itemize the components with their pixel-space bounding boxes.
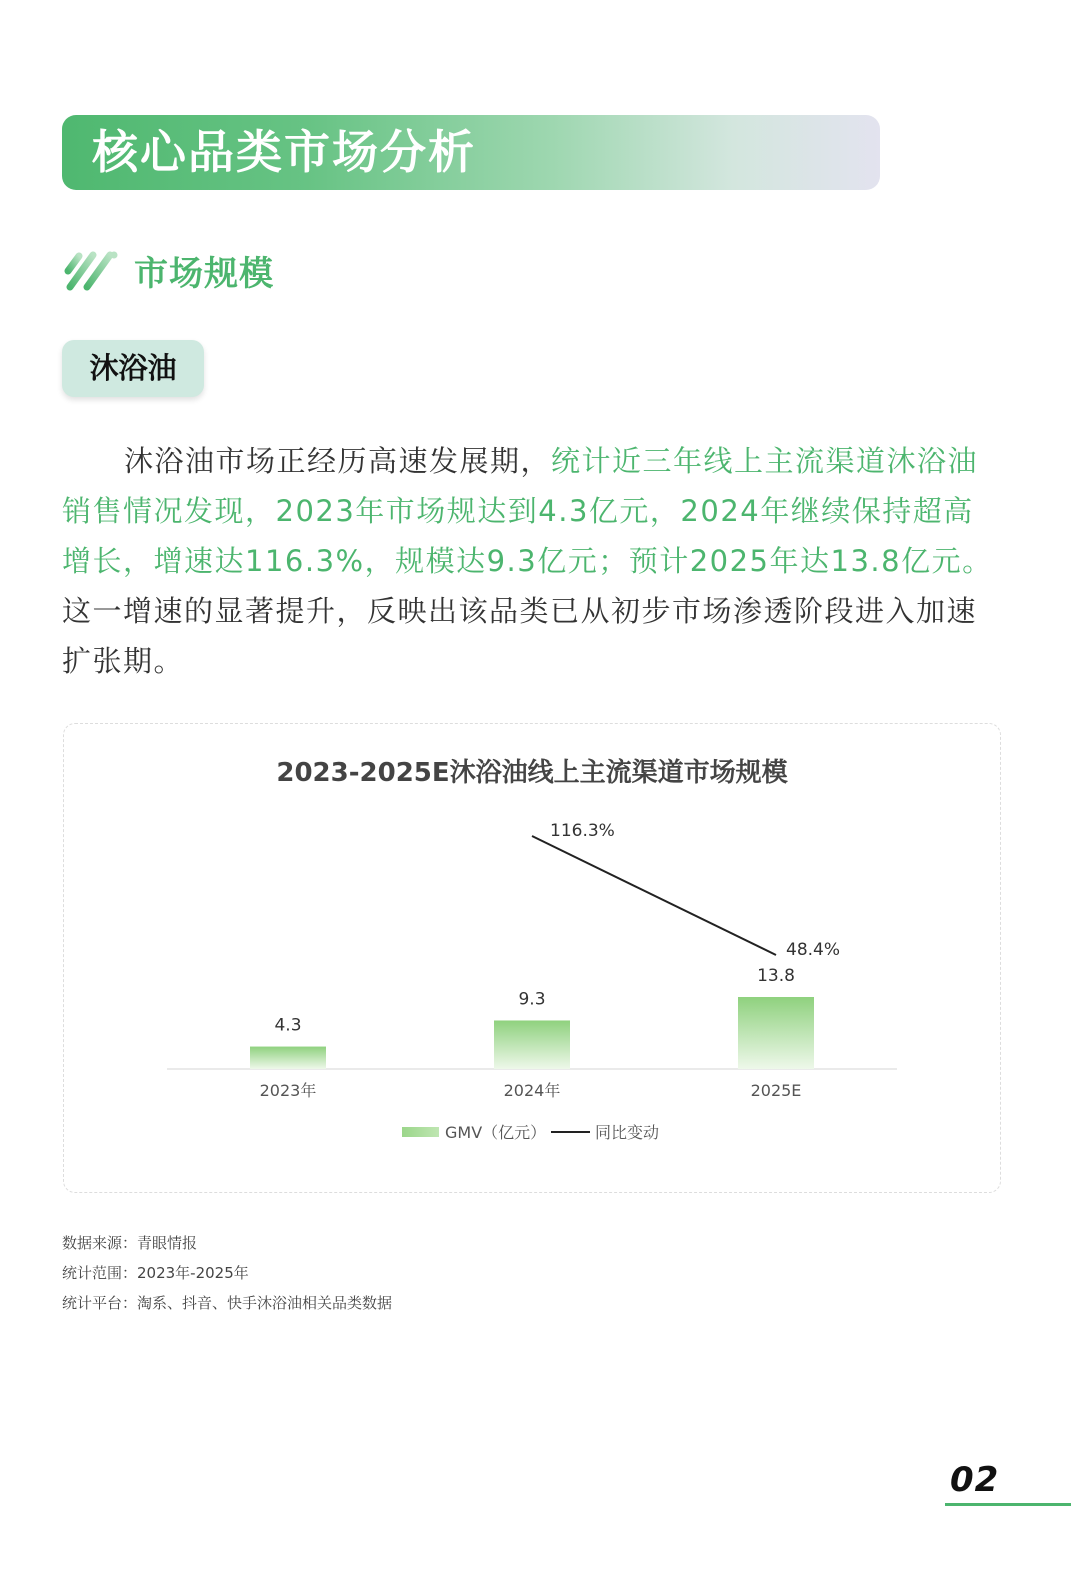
page-title: 核心品类市场分析 (92, 125, 476, 179)
data-sources (62, 1228, 392, 1318)
line-value-label: 116.3% (550, 821, 615, 841)
bar-value-label: 9.3 (518, 989, 546, 1010)
legend (402, 1123, 659, 1142)
bar-2 (494, 1020, 570, 1069)
section-header (62, 246, 274, 294)
chart-title: 2023-2025E沐浴油线上主流渠道市场规模 (276, 758, 788, 788)
range-line: 统计范围：2023年-2025年 (62, 1264, 249, 1282)
bar-value-label: 13.8 (757, 966, 795, 986)
market-size-chart (64, 724, 1000, 1192)
section-title: 市场规模 (134, 253, 274, 294)
yoy-line (532, 836, 776, 955)
legend-bar-swatch (402, 1127, 439, 1137)
legend-bar-label: GMV（亿元） (445, 1123, 547, 1142)
slash-stripes-icon (62, 247, 120, 293)
page-number-underline (945, 1503, 1071, 1506)
source-line: 数据来源：青眼情报 (62, 1234, 198, 1252)
paragraph-text: 沐浴油市场正经历高速发展期， (124, 444, 552, 478)
chart-card (63, 723, 1001, 1193)
legend-line-label: 同比变动 (595, 1123, 660, 1142)
x-tick-label: 2025E (750, 1081, 802, 1100)
bar-1 (250, 1047, 326, 1069)
line-value-label: 48.4% (786, 940, 841, 960)
platform-line: 统计平台：淘系、抖音、快手沐浴油相关品类数据 (62, 1294, 393, 1312)
x-tick-label: 2024年 (503, 1081, 561, 1100)
paragraph-text-end: 这一增速的显著提升，反映出该品类已从初步市场渗透阶段进入加速扩张期。 (62, 594, 978, 678)
intro-paragraph (62, 436, 1000, 686)
category-tag: 沐浴油 (62, 340, 204, 397)
header-banner (62, 115, 880, 190)
x-tick-label: 2023年 (259, 1081, 317, 1100)
paragraph-highlight: 统计近三年线上主流渠道沐浴油销售情况发现，2023年市场规达到4.3亿元，2024年继续保持超高增长，增速达116.3%，规模达9.3亿元；预计2025年达13.8亿元。 (62, 444, 993, 578)
bar-3 (738, 997, 814, 1069)
page-number: 02 (950, 1460, 1000, 1500)
bar-value-label: 4.3 (274, 1015, 302, 1036)
